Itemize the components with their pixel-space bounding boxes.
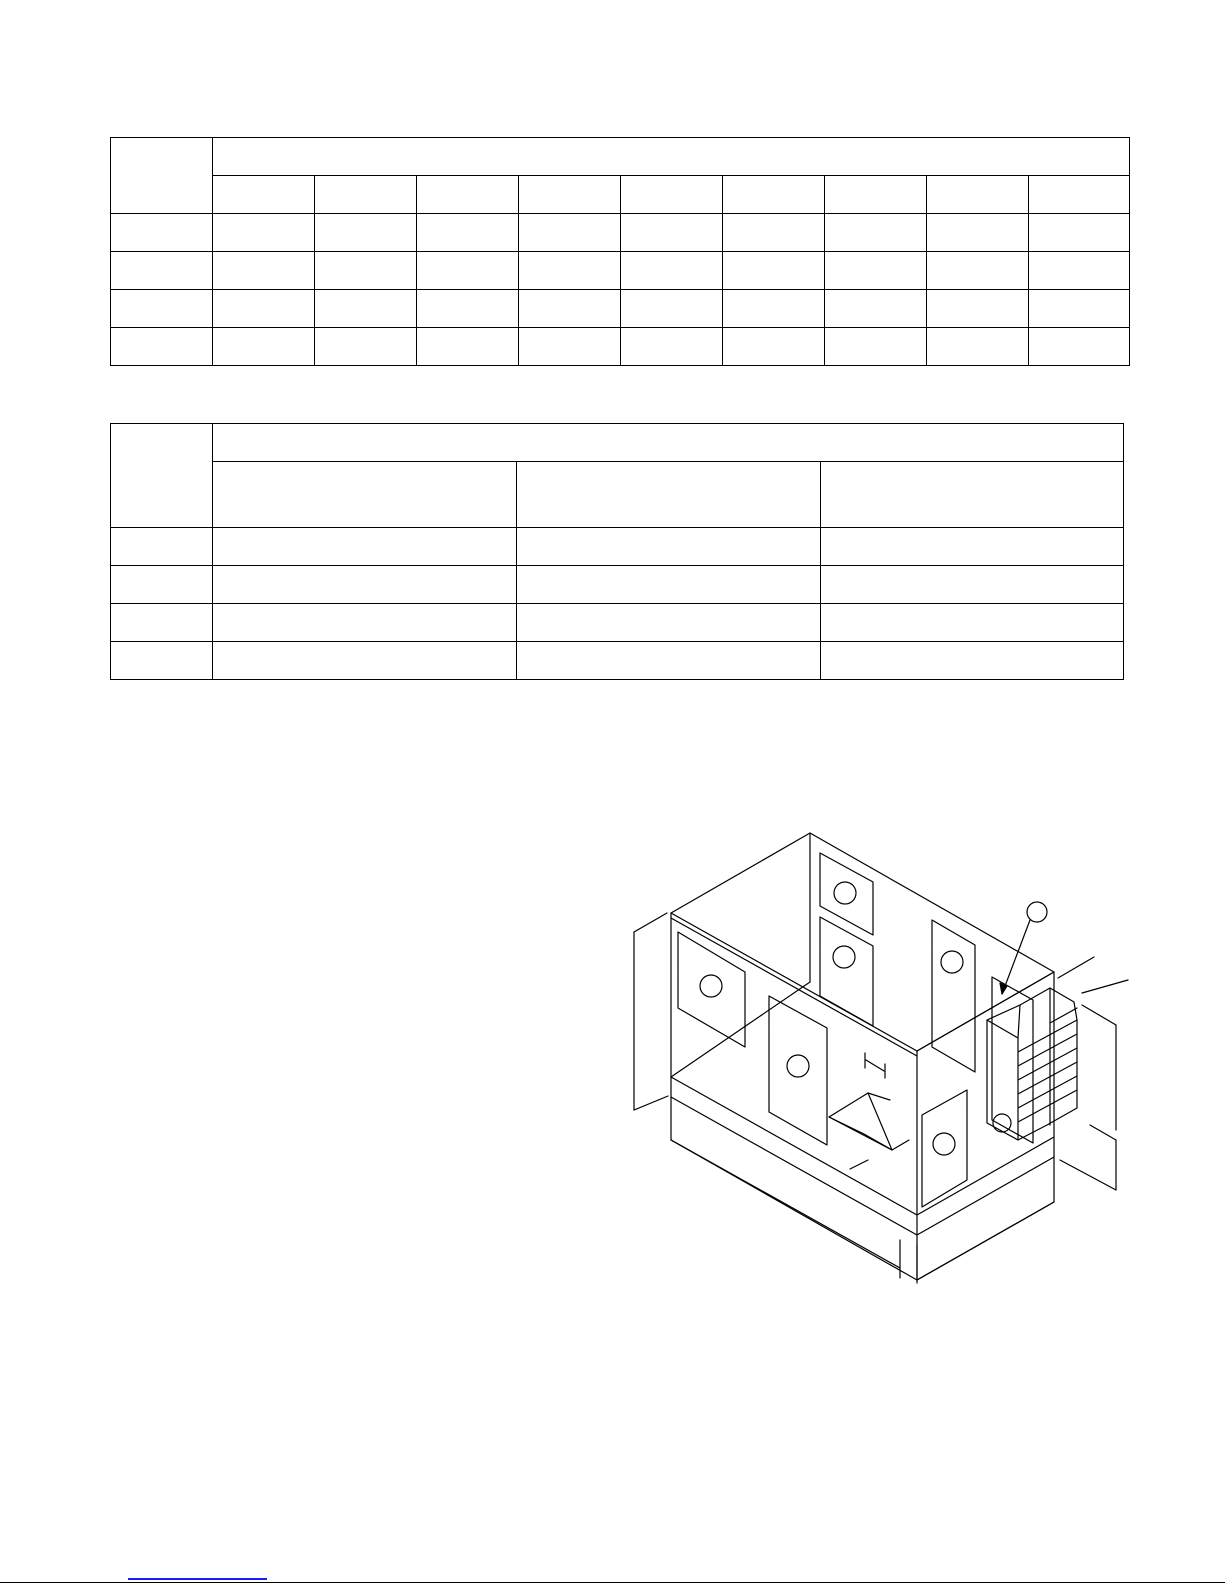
table-1-column-header: [723, 176, 825, 214]
table-row: [111, 290, 1130, 328]
table-cell: [417, 290, 519, 328]
table-1-column-header: [1029, 176, 1130, 214]
table-cell: [825, 328, 927, 366]
table-cell: [1029, 252, 1130, 290]
table-cell: [517, 566, 821, 604]
table-cell: [723, 328, 825, 366]
table-cell: [723, 214, 825, 252]
table-cell: [213, 642, 517, 680]
table-cell: [517, 604, 821, 642]
table-1-column-header: [825, 176, 927, 214]
table-cell: [621, 290, 723, 328]
table-cell: [825, 252, 927, 290]
table-1-column-header: [621, 176, 723, 214]
table-cell: [1029, 290, 1130, 328]
row-label: [111, 642, 213, 680]
table-row: [111, 528, 1124, 566]
table-cell: [723, 290, 825, 328]
table-cell: [519, 290, 621, 328]
table-1-column-header: [417, 176, 519, 214]
table-cell: [213, 528, 517, 566]
table-cell: [821, 642, 1124, 680]
table-cell: [621, 214, 723, 252]
table-cell: [821, 604, 1124, 642]
table-cell: [315, 328, 417, 366]
table-2-group-header: [213, 424, 1124, 462]
table-2-column-header: [517, 462, 821, 528]
table-cell: [927, 214, 1029, 252]
table-cell: [213, 214, 315, 252]
table-1-column-header: [213, 176, 315, 214]
table-2-column-header: [821, 462, 1124, 528]
table-cell: [927, 290, 1029, 328]
table-1-column-header: [927, 176, 1029, 214]
table-cell: [417, 328, 519, 366]
table-row: [111, 328, 1130, 366]
table-cell: [1029, 328, 1130, 366]
table-cell: [213, 252, 315, 290]
table-1-label-header: [111, 138, 213, 214]
table-cell: [519, 214, 621, 252]
data-table-1: [110, 137, 1130, 366]
row-label: [111, 252, 213, 290]
table-cell: [213, 328, 315, 366]
data-table-2: [110, 423, 1124, 680]
table-cell: [723, 252, 825, 290]
table-cell: [1029, 214, 1130, 252]
table-row: [111, 252, 1130, 290]
table-cell: [519, 252, 621, 290]
table-cell: [621, 328, 723, 366]
enclosure-outline: [671, 833, 1054, 1280]
panel-circles: [700, 882, 1011, 1155]
table-2-column-header: [213, 462, 517, 528]
table-cell: [517, 642, 821, 680]
footer-link[interactable]: [128, 1578, 267, 1580]
table-cell: [315, 252, 417, 290]
row-label: [111, 214, 213, 252]
table-cell: [213, 566, 517, 604]
table-cell: [315, 214, 417, 252]
table-1-column-header: [315, 176, 417, 214]
row-label: [111, 566, 213, 604]
table-row: [111, 604, 1124, 642]
row-label: [111, 328, 213, 366]
access-panels: [678, 853, 1033, 1207]
isometric-enclosure-drawing: [600, 820, 1160, 1300]
row-label: [111, 290, 213, 328]
table-cell: [213, 290, 315, 328]
table-cell: [517, 528, 821, 566]
table-cell: [927, 328, 1029, 366]
table-cell: [927, 252, 1029, 290]
table-row: [111, 566, 1124, 604]
table-row: [111, 642, 1124, 680]
intake-hood: [829, 1093, 909, 1150]
table-cell: [821, 528, 1124, 566]
table-cell: [417, 214, 519, 252]
table-cell: [519, 328, 621, 366]
table-1-column-header: [519, 176, 621, 214]
table-cell: [821, 566, 1124, 604]
table-cell: [315, 290, 417, 328]
louver-assembly: [987, 988, 1077, 1140]
row-label: [111, 528, 213, 566]
table-1-group-header: [213, 138, 1130, 176]
table-cell: [621, 252, 723, 290]
row-label: [111, 604, 213, 642]
table-cell: [213, 604, 517, 642]
table-cell: [417, 252, 519, 290]
table-2-label-header: [111, 424, 213, 528]
table-cell: [825, 290, 927, 328]
bottom-rule: [0, 1582, 1225, 1583]
table-cell: [825, 214, 927, 252]
table-row: [111, 214, 1130, 252]
